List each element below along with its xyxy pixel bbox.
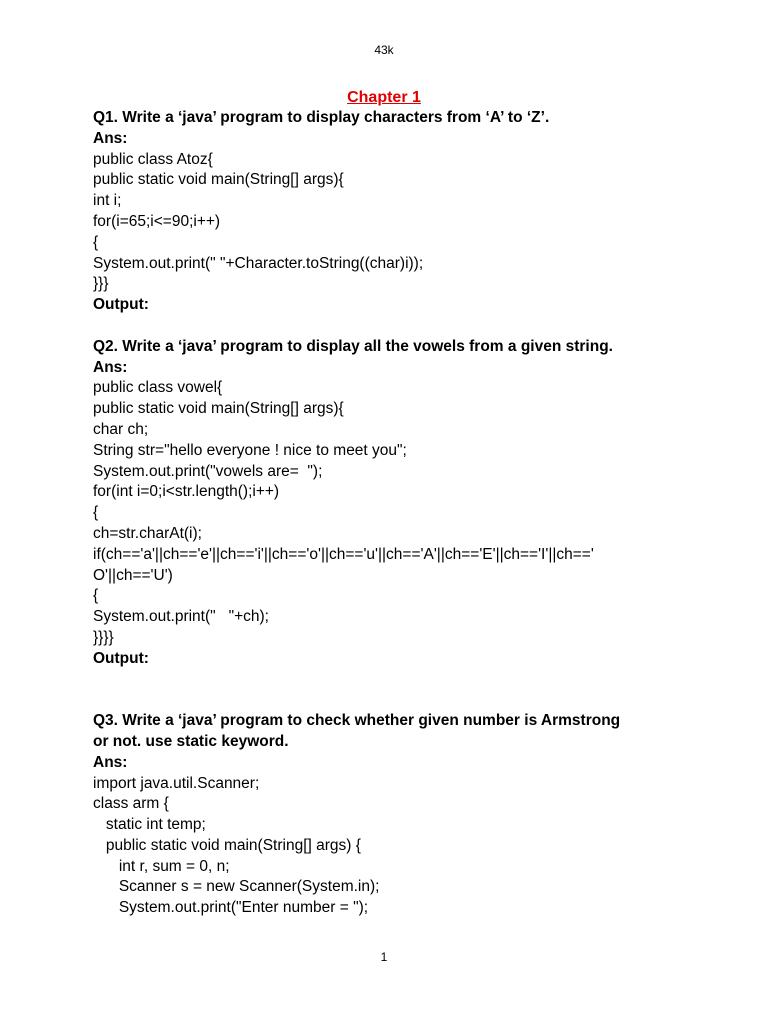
output-label: Output: [93,296,149,314]
code-line: static int temp; [93,816,206,834]
answer-label: Ans: [93,129,128,147]
code-line: System.out.print("vowels are= "); [93,462,323,480]
answer-label: Ans: [93,358,128,376]
code-line: public static void main(String[] args){ [93,400,344,418]
code-line: { [93,233,99,251]
code-line: char ch; [93,420,149,438]
page-header: 43k [374,43,394,57]
spacer [93,670,693,712]
question-3-line-1: Q3. Write a ‘java’ program to check whether given number is Armstrong [93,712,621,730]
code-line: class arm { [93,795,169,813]
chapter-title: Chapter 1 [347,89,421,106]
question-2: Q2. Write a ‘java’ program to display all the vowels from a given string. [93,337,613,355]
code-line: { [93,504,99,522]
output-label: Output: [93,649,149,667]
code-line: ch=str.charAt(i); [93,524,202,542]
code-line: for(i=65;i<=90;i++) [93,212,221,230]
page-content [93,87,693,919]
code-line: public class vowel{ [93,379,223,397]
code-line: Scanner s = new Scanner(System.in); [93,878,380,896]
code-line: }}} [93,275,109,293]
code-line: String str="hello everyone ! nice to meet you"; [93,441,407,459]
code-line: public class Atoz{ [93,150,213,168]
code-line: int i; [93,192,122,210]
code-line: { [93,587,99,605]
code-line: public static void main(String[] args) { [93,836,361,854]
spacer [93,316,693,337]
code-line: System.out.print(" "+ch); [93,608,269,626]
page-number: 1 [380,950,388,964]
code-line: }}}} [93,628,114,646]
code-line: import java.util.Scanner; [93,774,260,792]
code-line: public static void main(String[] args){ [93,171,344,189]
answer-label: Ans: [93,753,128,771]
code-line: System.out.print(" "+Character.toString((char)i)); [93,254,424,272]
code-line: int r, sum = 0, n; [93,857,230,875]
code-line: if(ch=='a'||ch=='e'||ch=='i'||ch=='o'||ch=='u'||ch=='A'||ch=='E'||ch=='I'||ch==' [93,545,594,563]
code-line: O'||ch=='U') [93,566,173,584]
code-line: System.out.print("Enter number = "); [93,899,369,917]
question-1: Q1. Write a ‘java’ program to display characters from ‘A’ to ‘Z’. [93,109,550,126]
question-3-line-2: or not. use static keyword. [93,732,289,750]
code-line: for(int i=0;i<str.length();i++) [93,483,280,501]
